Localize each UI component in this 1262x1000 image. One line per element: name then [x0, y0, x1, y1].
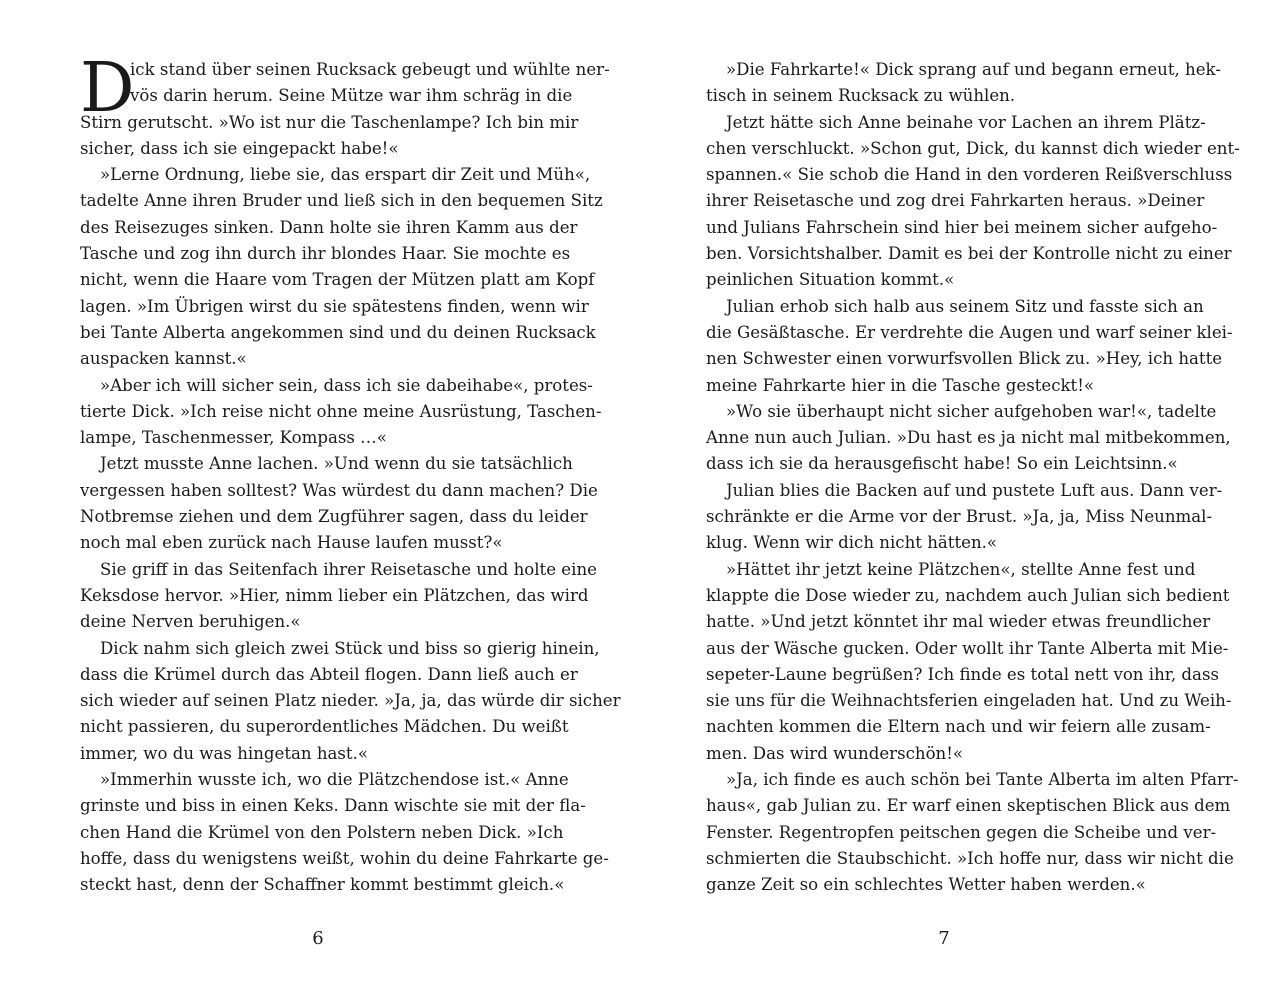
text-line: Julian erhob sich halb aus seinem Sitz und fasste sich an: [726, 296, 1204, 316]
text-line: peinlichen Situation kommt.«: [706, 270, 955, 290]
text-line: »Lerne Ordnung, liebe sie, das erspart dir Zeit und Müh«,: [100, 165, 591, 185]
drop-cap: D: [80, 49, 135, 128]
text-line: sich wieder auf seinen Platz nieder. »Ja, ja, das würde dir sicher: [80, 691, 621, 711]
text-line: Jetzt hätte sich Anne beinahe vor Lachen an ihrem Plätz-: [726, 112, 1206, 132]
text-line: deine Nerven beruhigen.«: [80, 612, 301, 632]
text-line: hoffe, dass du wenigstens weißt, wohin du deine Fahrkarte ge-: [80, 848, 609, 868]
text-line: »Wo sie überhaupt nicht sicher aufgehoben war!«, tadelte: [726, 401, 1217, 421]
text-line: schmierten die Staubschicht. »Ich hoffe nur, dass wir nicht die: [706, 848, 1234, 868]
text-line: nicht passieren, du superordentliches Mädchen. Du weißt: [80, 717, 569, 737]
text-line: »Aber ich will sicher sein, dass ich sie dabeihabe«, protes-: [100, 375, 593, 395]
text-line: schränkte er die Arme vor der Brust. »Ja, ja, Miss Neunmal-: [706, 507, 1213, 527]
text-line: hatte. »Und jetzt könntet ihr mal wieder etwas freundlicher: [706, 612, 1211, 632]
text-line: Dick nahm sich gleich zwei Stück und biss so gierig hinein,: [100, 638, 600, 658]
text-line: sicher, dass ich sie eingepackt habe!«: [80, 138, 399, 158]
left-page-text: [80, 49, 621, 899]
text-line: meine Fahrkarte hier in die Tasche gesteckt!«: [706, 375, 1095, 395]
text-line: des Reisezuges sinken. Dann holte sie ihren Kamm aus der: [80, 217, 578, 237]
text-line: vergessen haben solltest? Was würdest du dann machen? Die: [80, 480, 598, 500]
text-line: immer, wo du was hingetan hast.«: [80, 743, 369, 763]
text-line: »Die Fahrkarte!« Dick sprang auf und begann erneut, hek-: [726, 60, 1221, 79]
text-line: ganze Zeit so ein schlechtes Wetter haben werden.«: [706, 875, 1146, 895]
text-line: Notbremse ziehen und dem Zugführer sagen, dass du leider: [80, 507, 588, 527]
text-line: Anne nun auch Julian. »Du hast es ja nicht mal mitbekommen,: [706, 428, 1231, 448]
text-line: noch mal eben zurück nach Hause laufen musst?«: [80, 533, 503, 553]
text-line: ben. Vorsichtshalber. Damit es bei der Kontrolle nicht zu einer: [706, 244, 1232, 264]
text-line: sepeter-Laune begrüßen? Ich finde es total nett von ihr, dass: [706, 664, 1219, 684]
text-line: klappte die Dose wieder zu, nachdem auch Julian sich bedient: [706, 585, 1230, 605]
left-page: [80, 49, 621, 899]
text-line: nachten kommen die Eltern nach und wir feiern alle zusam-: [706, 717, 1211, 737]
text-line: »Immerhin wusste ich, wo die Plätzchendose ist.« Anne: [100, 770, 569, 790]
text-line: dass die Krümel durch das Abteil flogen. Dann ließ auch er: [80, 664, 578, 684]
text-line: »Ja, ich finde es auch schön bei Tante Alberta im alten Pfarr-: [726, 770, 1239, 790]
text-line: tierte Dick. »Ich reise nicht ohne meine Ausrüstung, Taschen-: [80, 401, 602, 421]
text-line: chen Hand die Krümel von den Polstern neben Dick. »Ich: [80, 822, 564, 842]
right-page: [706, 57, 1240, 899]
text-line: Tasche und zog ihn durch ihr blondes Haar. Sie mochte es: [80, 244, 571, 264]
text-line: ick stand über seinen Rucksack gebeugt und wühlte ner-: [130, 60, 610, 79]
text-line: nen Schwester einen vorwurfsvollen Blick zu. »Hey, ich hatte: [706, 349, 1223, 369]
text-line: steckt hast, denn der Schaffner kommt bestimmt gleich.«: [80, 875, 565, 895]
text-line: vös darin herum. Seine Mütze war ihm schräg in die: [130, 86, 573, 106]
text-line: ihrer Reisetasche und zog drei Fahrkarten heraus. »Deiner: [706, 191, 1205, 211]
text-line: bei Tante Alberta angekommen sind und du deinen Rucksack: [80, 322, 596, 342]
text-line: »Hättet ihr jetzt keine Plätzchen«, stellte Anne fest und: [726, 559, 1196, 579]
page-number-right: 7: [938, 928, 950, 949]
text-line: Jetzt musste Anne lachen. »Und wenn du sie tatsächlich: [100, 454, 573, 474]
text-line: die Gesäßtasche. Er verdrehte die Augen und warf seiner klei-: [706, 322, 1233, 342]
text-line: spannen.« Sie schob die Hand in den vorderen Reißverschluss: [706, 165, 1233, 185]
text-line: aus der Wäsche gucken. Oder wollt ihr Tante Alberta mit Mie-: [706, 638, 1229, 658]
page-number-left: 6: [312, 928, 324, 949]
text-line: Julian blies die Backen auf und pustete Luft aus. Dann ver-: [726, 480, 1223, 500]
text-line: auspacken kannst.«: [80, 349, 247, 369]
right-page-text: [706, 57, 1240, 899]
text-line: klug. Wenn wir dich nicht hätten.«: [706, 533, 998, 553]
text-line: Keksdose hervor. »Hier, nimm lieber ein Plätzchen, das wird: [80, 585, 589, 605]
text-line: sie uns für die Weihnachtsferien eingeladen hat. Und zu Weih-: [706, 691, 1232, 711]
text-line: nicht, wenn die Haare vom Tragen der Mützen platt am Kopf: [80, 270, 595, 290]
text-line: grinste und biss in einen Keks. Dann wischte sie mit der fla-: [80, 796, 586, 816]
text-line: tadelte Anne ihren Bruder und ließ sich in den bequemen Sitz: [80, 191, 603, 211]
text-line: Sie griff in das Seitenfach ihrer Reisetasche und holte eine: [100, 559, 597, 579]
text-line: Stirn gerutscht. »Wo ist nur die Taschenlampe? Ich bin mir: [80, 112, 579, 132]
text-line: und Julians Fahrschein sind hier bei meinem sicher aufgeho-: [706, 217, 1218, 237]
text-line: men. Das wird wunderschön!«: [706, 743, 964, 763]
text-line: lagen. »Im Übrigen wirst du sie spätestens finden, wenn wir: [80, 296, 589, 316]
text-line: dass ich sie da herausgefischt habe! So ein Leichtsinn.«: [706, 454, 1178, 474]
text-line: haus«, gab Julian zu. Er warf einen skeptischen Blick aus dem: [706, 796, 1231, 816]
text-line: chen verschluckt. »Schon gut, Dick, du kannst dich wieder ent-: [706, 138, 1240, 158]
text-line: tisch in seinem Rucksack zu wühlen.: [706, 86, 1016, 106]
text-line: Fenster. Regentropfen peitschen gegen die Scheibe und ver-: [706, 822, 1217, 842]
text-line: lampe, Taschenmesser, Kompass …«: [80, 428, 387, 448]
